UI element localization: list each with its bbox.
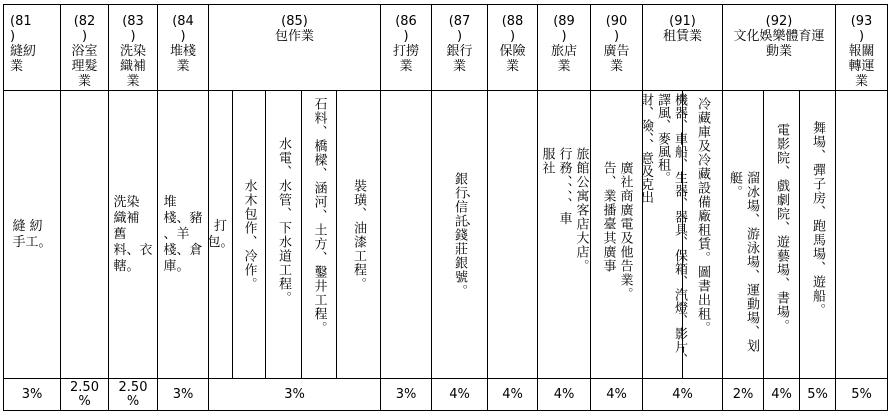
rate-value: 3% [172,386,194,402]
industry-code: (86 ) [395,14,417,44]
item-text: 水電、水管、下水道工程。 [276,137,291,305]
item-text: 堆 棧、豬 、羊 棧、倉 庫。 [163,194,203,274]
industry-name: 銀行 業 [446,44,473,74]
rate-cell-84 [158,379,208,410]
item-cell-85-4 [302,91,336,378]
header-cell-82 [61,5,108,90]
industry-name: 報關 轉運 業 [848,44,875,89]
item-cell-92-2 [764,91,799,378]
rate-value: 4% [502,386,523,402]
item-marks: 、 、 [466,185,480,228]
item-text: 洗染 織補 舊 料、衣 轄。 [113,194,153,274]
item-cell-86 [381,91,431,378]
item-text: 告、業播臺其廣事 [600,161,616,273]
industry-code: (83 ) [122,14,144,44]
table-border-bottom [3,410,887,411]
industry-code: (91) [669,14,696,29]
item-cell-85-1 [209,91,232,378]
header-cell-92 [723,5,835,90]
rate-value: 2.50 % [70,379,99,409]
item-cell-82 [61,91,108,378]
rate-cell-92-3 [800,379,835,410]
item-cell-91-1 [638,91,687,378]
item-text: 機器、車船、生器、器具、保箱、汽燈、影片、譯風、麥風租。 [655,93,687,366]
item-cell-85-3 [266,91,301,378]
item-text: 水木包作、冷作。 [241,178,257,291]
item-text: 電影院、戲劇院、遊藝場、書場。 [774,123,789,333]
rate-cell-83 [109,379,157,410]
industry-name: 浴室 理髮 業 [71,44,98,89]
industry-name: 旅店 業 [550,44,577,74]
item-cell-89 [538,91,590,378]
industry-name: 文化娛樂體育運 動業 [733,29,825,59]
industry-code: (93 ) [850,14,873,44]
rate-cell-89 [538,379,590,410]
industry-code: (92) [765,14,793,29]
industry-name: 廣告 業 [603,44,630,74]
item-text: 財、險、、意及克出 [638,93,653,204]
header-cell-85 [209,5,380,90]
item-cell-85-2 [233,91,265,378]
rate-cell-85 [209,379,380,410]
industry-code: (82 ) [73,14,96,44]
header-cell-83 [109,5,157,90]
rate-value: 4% [553,386,575,402]
rate-value: 3% [284,386,305,402]
header-cell-93 [836,5,887,90]
industry-code: (90 ) [605,14,628,44]
rate-value: 4% [771,386,792,402]
header-cell-87 [432,5,487,90]
item-cell-90 [591,91,642,378]
item-cell-91-2 [683,91,722,378]
item-cell-93 [836,91,887,378]
header-cell-81 [4,5,60,90]
item-text: 旅館公寓客店大店。 [573,147,589,273]
industry-code: (85) [281,14,308,29]
item-text: 冷藏庫及冷藏設備廠租賃。圖書出租。 [695,97,710,335]
rate-value: 4% [672,386,693,402]
industry-code: (88 ) [501,14,524,44]
header-cell-86 [381,5,431,90]
rate-cell-82 [61,379,108,410]
industry-code: (84 ) [172,14,194,44]
item-text: 行務、、、、車 服社 [539,147,572,226]
item-cell-92-1 [723,91,763,378]
industry-code: (87 ) [448,14,471,44]
rate-value: 2.50 % [118,379,148,409]
rate-cell-93 [836,379,887,410]
item-text: 廣社商廣電及他告業。 [617,161,633,301]
rate-value: 4% [606,386,627,402]
industry-name: 租賃業 [662,29,702,44]
item-cell-88 [488,91,537,378]
item-text: 溜冰場、游泳場、運動場、划艇。 [727,171,759,353]
item-text: 銀行信託錢莊銀號。 [452,171,467,298]
industry-code: (81 ) [10,14,32,44]
rate-cell-92-2 [764,379,799,410]
industry-name: 保險 業 [499,44,526,74]
industry-name: 堆棧 業 [169,44,196,74]
header-cell-90 [591,5,642,90]
item-text: 裝璜、油漆工程。 [351,178,366,291]
header-cell-89 [538,5,590,90]
item-cell-92-3 [800,91,835,378]
industry-name: 打撈 業 [392,44,419,74]
header-cell-88 [488,5,537,90]
column-rule [887,4,888,411]
item-text: 石料、橋樑、涵河、土方、鑿井工程。 [311,97,327,335]
item-text: 縫 紉 手工。 [12,218,52,250]
rate-cell-86 [381,379,431,410]
item-text: 舞場、彈子房、跑馬場、遊船。 [810,121,825,317]
rate-value: 2% [732,386,754,402]
rate-cell-92-1 [723,379,763,410]
rate-value: 4% [449,386,470,402]
rate-cell-81 [4,379,60,410]
rate-value: 5% [807,386,828,402]
header-cell-91 [643,5,722,90]
rate-cell-87 [432,379,487,410]
rate-value: 3% [395,386,417,402]
rate-cell-88 [488,379,537,410]
item-cell-85-5 [337,91,380,378]
industry-name: 包作業 [274,29,314,44]
industry-name: 洗染 織補 業 [119,44,146,89]
item-cell-83 [109,91,157,378]
rate-cell-90 [591,379,642,410]
item-cell-87 [432,91,487,378]
industry-name: 縫紉 業 [10,44,37,74]
header-cell-84 [158,5,208,90]
rate-value: 3% [21,386,43,402]
rate-cell-91 [643,379,722,410]
rate-value: 5% [851,386,872,402]
item-text: 打 包。 [207,218,234,250]
industry-code: (89 ) [553,14,575,44]
item-cell-81 [4,91,60,378]
item-cell-84 [158,91,208,378]
